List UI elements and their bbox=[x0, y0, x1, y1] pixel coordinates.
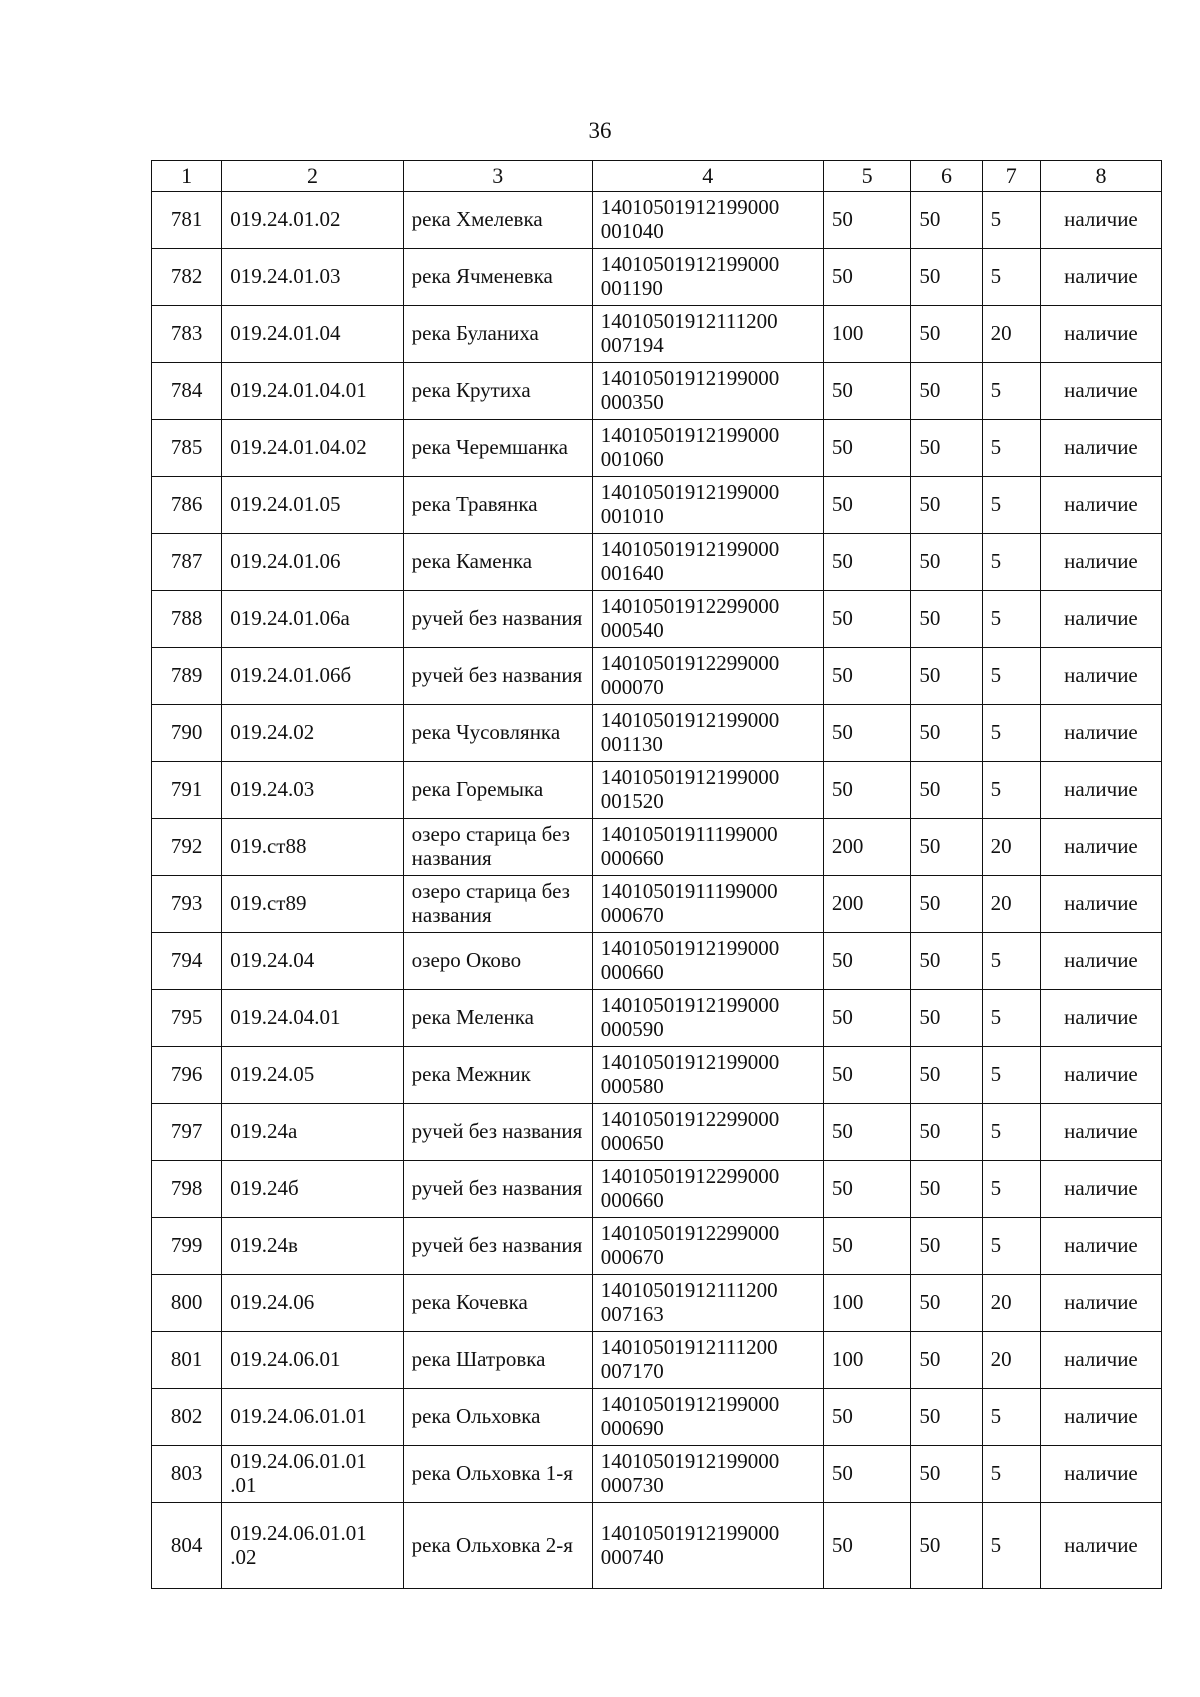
column-header: 7 bbox=[982, 161, 1040, 192]
table-row bbox=[152, 306, 1162, 363]
value-col6-cell: 50 bbox=[911, 1104, 982, 1161]
registry-code-line: 000670 bbox=[600, 903, 664, 927]
registry-code-line: 007163 bbox=[600, 1302, 664, 1326]
status-cell: наличие bbox=[1040, 1275, 1161, 1332]
row-number-cell: 802 bbox=[152, 1389, 222, 1446]
value-col6-cell: 50 bbox=[911, 306, 982, 363]
registry-code-line: 000580 bbox=[600, 1074, 664, 1098]
value-col7-cell: 5 bbox=[982, 1503, 1040, 1589]
value-col7-cell: 5 bbox=[982, 363, 1040, 420]
row-number-cell: 784 bbox=[152, 363, 222, 420]
row-number-cell: 786 bbox=[152, 477, 222, 534]
value-col7-cell: 5 bbox=[982, 420, 1040, 477]
status-cell: наличие bbox=[1040, 1332, 1161, 1389]
row-number-cell: 782 bbox=[152, 249, 222, 306]
registry-code-line: 14010501912199000 bbox=[600, 480, 780, 505]
registry-code-line: 14010501912199000 bbox=[600, 708, 780, 733]
object-code-cell: 019.24.01.05 bbox=[222, 477, 403, 534]
registry-code-cell bbox=[592, 1503, 823, 1589]
value-col6-cell: 50 bbox=[911, 705, 982, 762]
value-col6-cell: 50 bbox=[911, 762, 982, 819]
object-code-cell: 019.ст88 bbox=[222, 819, 403, 876]
object-name-cell: река Шатровка bbox=[403, 1332, 592, 1389]
object-name-cell: река Межник bbox=[403, 1047, 592, 1104]
row-number-cell: 800 bbox=[152, 1275, 222, 1332]
table-row bbox=[152, 1446, 1162, 1503]
object-code-cell: 019.24.04 bbox=[222, 933, 403, 990]
object-name-cell: река Ольховка 1-я bbox=[403, 1446, 592, 1503]
registry-code-line: 14010501912199000 bbox=[600, 366, 780, 391]
object-name-cell: ручей без названия bbox=[403, 1104, 592, 1161]
table-row bbox=[152, 705, 1162, 762]
row-number-cell: 789 bbox=[152, 648, 222, 705]
object-code-cell: 019.24.01.06 bbox=[222, 534, 403, 591]
row-number-cell: 792 bbox=[152, 819, 222, 876]
row-number-cell: 790 bbox=[152, 705, 222, 762]
status-cell: наличие bbox=[1040, 420, 1161, 477]
status-cell: наличие bbox=[1040, 477, 1161, 534]
registry-code-line: 14010501912199000 bbox=[600, 537, 780, 562]
value-col6-cell: 50 bbox=[911, 819, 982, 876]
registry-code-line: 14010501912299000 bbox=[600, 1107, 780, 1132]
page-number: 36 bbox=[588, 118, 612, 143]
object-name-cell: река Кочевка bbox=[403, 1275, 592, 1332]
object-code-cell: 019.24.04.01 bbox=[222, 990, 403, 1047]
table-row bbox=[152, 1389, 1162, 1446]
object-code-cell: 019.24в bbox=[222, 1218, 403, 1275]
object-name-cell: река Ольховка bbox=[403, 1389, 592, 1446]
value-col7-cell: 5 bbox=[982, 534, 1040, 591]
table-row bbox=[152, 1275, 1162, 1332]
value-col7-cell: 20 bbox=[982, 819, 1040, 876]
status-cell: наличие bbox=[1040, 192, 1161, 249]
table-row bbox=[152, 1332, 1162, 1389]
registry-code-line: 14010501912199000 bbox=[600, 1392, 780, 1417]
registry-code-line: 14010501912199000 bbox=[600, 252, 780, 277]
object-code-cell: 019.24.06.01.01 .01 bbox=[222, 1446, 403, 1503]
value-col5-cell: 50 bbox=[823, 249, 910, 306]
status-cell: наличие bbox=[1040, 876, 1161, 933]
table-row bbox=[152, 420, 1162, 477]
status-cell: наличие bbox=[1040, 1047, 1161, 1104]
table-row bbox=[152, 249, 1162, 306]
value-col6-cell: 50 bbox=[911, 1446, 982, 1503]
row-number-cell: 799 bbox=[152, 1218, 222, 1275]
value-col5-cell: 50 bbox=[823, 1218, 910, 1275]
registry-code-cell bbox=[592, 1389, 823, 1446]
object-name-cell: река Крутиха bbox=[403, 363, 592, 420]
registry-code-line: 001010 bbox=[600, 504, 664, 528]
value-col5-cell: 100 bbox=[823, 1275, 910, 1332]
registry-code-cell bbox=[592, 1275, 823, 1332]
row-number-cell: 783 bbox=[152, 306, 222, 363]
object-name-cell: ручей без названия bbox=[403, 591, 592, 648]
registry-code-cell bbox=[592, 249, 823, 306]
registry-code-line: 14010501912199000 bbox=[600, 1050, 780, 1075]
column-header-row bbox=[152, 161, 1162, 192]
row-number-cell: 797 bbox=[152, 1104, 222, 1161]
registry-code-cell bbox=[592, 933, 823, 990]
registry-code-cell bbox=[592, 1047, 823, 1104]
value-col6-cell: 50 bbox=[911, 990, 982, 1047]
row-number-cell: 788 bbox=[152, 591, 222, 648]
object-name-cell: ручей без названия bbox=[403, 1218, 592, 1275]
object-name-cell: озеро старица без названия bbox=[403, 819, 592, 876]
value-col6-cell: 50 bbox=[911, 249, 982, 306]
object-code-cell: 019.24.06.01.01 bbox=[222, 1389, 403, 1446]
value-col7-cell: 20 bbox=[982, 306, 1040, 363]
value-col7-cell: 5 bbox=[982, 192, 1040, 249]
value-col5-cell: 50 bbox=[823, 1389, 910, 1446]
value-col7-cell: 20 bbox=[982, 876, 1040, 933]
value-col5-cell: 50 bbox=[823, 1503, 910, 1589]
registry-code-cell bbox=[592, 477, 823, 534]
object-code-cell: 019.24.01.03 bbox=[222, 249, 403, 306]
value-col6-cell: 50 bbox=[911, 1275, 982, 1332]
registry-code-line: 14010501912199000 bbox=[600, 423, 780, 448]
registry-code-cell bbox=[592, 306, 823, 363]
registry-code-line: 001190 bbox=[600, 276, 663, 300]
value-col6-cell: 50 bbox=[911, 420, 982, 477]
object-name-cell: озеро старица без названия bbox=[403, 876, 592, 933]
table-row bbox=[152, 192, 1162, 249]
column-header: 3 bbox=[403, 161, 592, 192]
registry-code-line: 14010501912111200 bbox=[600, 1335, 778, 1360]
row-number-cell: 781 bbox=[152, 192, 222, 249]
row-number-cell: 804 bbox=[152, 1503, 222, 1589]
registry-code-cell bbox=[592, 534, 823, 591]
object-name-cell: река Буланиха bbox=[403, 306, 592, 363]
registry-code-cell bbox=[592, 591, 823, 648]
row-number-cell: 795 bbox=[152, 990, 222, 1047]
table-row bbox=[152, 1047, 1162, 1104]
table-row bbox=[152, 591, 1162, 648]
status-cell: наличие bbox=[1040, 1389, 1161, 1446]
object-code-cell: 019.24.06 bbox=[222, 1275, 403, 1332]
row-number-cell: 801 bbox=[152, 1332, 222, 1389]
value-col5-cell: 50 bbox=[823, 933, 910, 990]
value-col5-cell: 50 bbox=[823, 1104, 910, 1161]
table-row bbox=[152, 990, 1162, 1047]
object-code-cell: 019.24.01.04.02 bbox=[222, 420, 403, 477]
table-row bbox=[152, 1218, 1162, 1275]
object-code-cell: 019.24.02 bbox=[222, 705, 403, 762]
row-number-cell: 791 bbox=[152, 762, 222, 819]
object-name-cell: ручей без названия bbox=[403, 1161, 592, 1218]
value-col6-cell: 50 bbox=[911, 1332, 982, 1389]
value-col7-cell: 20 bbox=[982, 1332, 1040, 1389]
registry-code-line: 001520 bbox=[600, 789, 664, 813]
status-cell: наличие bbox=[1040, 306, 1161, 363]
registry-code-line: 001130 bbox=[600, 732, 663, 756]
value-col5-cell: 50 bbox=[823, 591, 910, 648]
value-col5-cell: 50 bbox=[823, 1161, 910, 1218]
water-objects-table bbox=[151, 160, 1162, 1589]
registry-code-line: 000070 bbox=[600, 675, 664, 699]
registry-code-line: 000740 bbox=[600, 1544, 664, 1569]
object-code-cell: 019.24.01.06а bbox=[222, 591, 403, 648]
status-cell: наличие bbox=[1040, 819, 1161, 876]
registry-code-line: 000690 bbox=[600, 1416, 664, 1440]
status-cell: наличие bbox=[1040, 1218, 1161, 1275]
object-code-cell: 019.ст89 bbox=[222, 876, 403, 933]
status-cell: наличие bbox=[1040, 990, 1161, 1047]
registry-code-line: 14010501912299000 bbox=[600, 1164, 780, 1189]
registry-code-cell bbox=[592, 420, 823, 477]
value-col7-cell: 5 bbox=[982, 705, 1040, 762]
value-col5-cell: 50 bbox=[823, 990, 910, 1047]
table-row bbox=[152, 876, 1162, 933]
column-header: 1 bbox=[152, 161, 222, 192]
registry-code-line: 000670 bbox=[600, 1245, 664, 1269]
table-row bbox=[152, 477, 1162, 534]
registry-code-line: 000660 bbox=[600, 1188, 664, 1212]
value-col6-cell: 50 bbox=[911, 591, 982, 648]
value-col6-cell: 50 bbox=[911, 1389, 982, 1446]
row-number-cell: 796 bbox=[152, 1047, 222, 1104]
registry-code-cell bbox=[592, 648, 823, 705]
object-code-cell: 019.24.06.01.01 .02 bbox=[222, 1503, 403, 1589]
registry-code-line: 14010501912199000 bbox=[600, 1520, 780, 1545]
value-col7-cell: 5 bbox=[982, 1218, 1040, 1275]
object-name-cell: ручей без названия bbox=[403, 648, 592, 705]
table-body bbox=[152, 192, 1162, 1589]
status-cell: наличие bbox=[1040, 933, 1161, 990]
value-col5-cell: 50 bbox=[823, 420, 910, 477]
object-name-cell: река Хмелевка bbox=[403, 192, 592, 249]
value-col6-cell: 50 bbox=[911, 534, 982, 591]
object-code-cell: 019.24.06.01 bbox=[222, 1332, 403, 1389]
status-cell: наличие bbox=[1040, 705, 1161, 762]
object-code-cell: 019.24.05 bbox=[222, 1047, 403, 1104]
value-col5-cell: 50 bbox=[823, 648, 910, 705]
object-code-cell: 019.24.01.06б bbox=[222, 648, 403, 705]
status-cell: наличие bbox=[1040, 1446, 1161, 1503]
table-row bbox=[152, 363, 1162, 420]
row-number-cell: 794 bbox=[152, 933, 222, 990]
registry-code-line: 000730 bbox=[600, 1473, 664, 1497]
table-row bbox=[152, 1503, 1162, 1589]
status-cell: наличие bbox=[1040, 1161, 1161, 1218]
value-col5-cell: 200 bbox=[823, 876, 910, 933]
value-col7-cell: 5 bbox=[982, 477, 1040, 534]
value-col6-cell: 50 bbox=[911, 1161, 982, 1218]
registry-code-cell bbox=[592, 762, 823, 819]
registry-code-line: 000660 bbox=[600, 960, 664, 984]
column-header: 6 bbox=[911, 161, 982, 192]
registry-code-cell bbox=[592, 876, 823, 933]
value-col7-cell: 5 bbox=[982, 1446, 1040, 1503]
row-number-cell: 785 bbox=[152, 420, 222, 477]
object-name-cell: река Черемшанка bbox=[403, 420, 592, 477]
registry-code-cell bbox=[592, 1332, 823, 1389]
registry-code-line: 14010501912111200 bbox=[600, 309, 778, 334]
value-col5-cell: 50 bbox=[823, 762, 910, 819]
value-col7-cell: 5 bbox=[982, 591, 1040, 648]
status-cell: наличие bbox=[1040, 1104, 1161, 1161]
table-row bbox=[152, 534, 1162, 591]
registry-code-line: 14010501911199000 bbox=[600, 822, 778, 847]
value-col5-cell: 50 bbox=[823, 477, 910, 534]
object-code-cell: 019.24.01.04 bbox=[222, 306, 403, 363]
object-name-cell: река Меленка bbox=[403, 990, 592, 1047]
value-col5-cell: 100 bbox=[823, 1332, 910, 1389]
registry-code-line: 14010501912299000 bbox=[600, 651, 780, 676]
value-col7-cell: 20 bbox=[982, 1275, 1040, 1332]
status-cell: наличие bbox=[1040, 591, 1161, 648]
value-col6-cell: 50 bbox=[911, 1503, 982, 1589]
registry-code-line: 14010501912199000 bbox=[600, 1449, 780, 1474]
value-col6-cell: 50 bbox=[911, 648, 982, 705]
table-row bbox=[152, 1161, 1162, 1218]
registry-code-cell bbox=[592, 1218, 823, 1275]
registry-code-line: 000660 bbox=[600, 846, 664, 870]
object-name-cell: река Каменка bbox=[403, 534, 592, 591]
status-cell: наличие bbox=[1040, 534, 1161, 591]
value-col6-cell: 50 bbox=[911, 933, 982, 990]
value-col7-cell: 5 bbox=[982, 933, 1040, 990]
registry-code-line: 14010501912199000 bbox=[600, 765, 780, 790]
registry-code-line: 007194 bbox=[600, 333, 664, 357]
column-header: 2 bbox=[222, 161, 403, 192]
value-col5-cell: 50 bbox=[823, 705, 910, 762]
value-col5-cell: 50 bbox=[823, 192, 910, 249]
registry-code-line: 14010501912299000 bbox=[600, 1221, 780, 1246]
value-col5-cell: 50 bbox=[823, 534, 910, 591]
registry-code-line: 000650 bbox=[600, 1131, 664, 1155]
value-col6-cell: 50 bbox=[911, 192, 982, 249]
column-header: 5 bbox=[823, 161, 910, 192]
value-col7-cell: 5 bbox=[982, 762, 1040, 819]
object-code-cell: 019.24а bbox=[222, 1104, 403, 1161]
registry-code-line: 007170 bbox=[600, 1359, 664, 1383]
value-col5-cell: 100 bbox=[823, 306, 910, 363]
object-code-cell: 019.24.03 bbox=[222, 762, 403, 819]
registry-code-line: 001640 bbox=[600, 561, 664, 585]
registry-code-cell bbox=[592, 1446, 823, 1503]
registry-code-cell bbox=[592, 990, 823, 1047]
row-number-cell: 798 bbox=[152, 1161, 222, 1218]
status-cell: наличие bbox=[1040, 1503, 1161, 1589]
registry-code-line: 14010501912299000 bbox=[600, 594, 780, 619]
column-header: 4 bbox=[592, 161, 823, 192]
value-col6-cell: 50 bbox=[911, 477, 982, 534]
table-row bbox=[152, 819, 1162, 876]
registry-code-line: 14010501912111200 bbox=[600, 1278, 778, 1303]
registry-code-line: 000540 bbox=[600, 618, 664, 642]
status-cell: наличие bbox=[1040, 363, 1161, 420]
value-col6-cell: 50 bbox=[911, 876, 982, 933]
object-code-cell: 019.24.01.02 bbox=[222, 192, 403, 249]
value-col5-cell: 50 bbox=[823, 1047, 910, 1104]
registry-code-line: 14010501911199000 bbox=[600, 879, 778, 904]
row-number-cell: 787 bbox=[152, 534, 222, 591]
value-col7-cell: 5 bbox=[982, 249, 1040, 306]
value-col7-cell: 5 bbox=[982, 990, 1040, 1047]
table-row bbox=[152, 648, 1162, 705]
value-col5-cell: 50 bbox=[823, 363, 910, 420]
value-col6-cell: 50 bbox=[911, 1047, 982, 1104]
object-name-cell: река Травянка bbox=[403, 477, 592, 534]
value-col7-cell: 5 bbox=[982, 648, 1040, 705]
registry-code-line: 000590 bbox=[600, 1017, 664, 1041]
object-name-cell: озеро Оково bbox=[403, 933, 592, 990]
value-col7-cell: 5 bbox=[982, 1104, 1040, 1161]
object-name-cell: река Ольховка 2-я bbox=[403, 1503, 592, 1589]
table-row bbox=[152, 1104, 1162, 1161]
registry-code-line: 000350 bbox=[600, 390, 664, 414]
value-col5-cell: 200 bbox=[823, 819, 910, 876]
object-name-cell: река Горемыка bbox=[403, 762, 592, 819]
registry-code-cell bbox=[592, 1161, 823, 1218]
value-col7-cell: 5 bbox=[982, 1047, 1040, 1104]
registry-code-line: 14010501912199000 bbox=[600, 936, 780, 961]
registry-code-cell bbox=[592, 363, 823, 420]
registry-code-cell bbox=[592, 1104, 823, 1161]
value-col7-cell: 5 bbox=[982, 1161, 1040, 1218]
value-col6-cell: 50 bbox=[911, 363, 982, 420]
registry-code-cell bbox=[592, 705, 823, 762]
status-cell: наличие bbox=[1040, 762, 1161, 819]
registry-code-line: 001040 bbox=[600, 219, 664, 243]
table-row bbox=[152, 933, 1162, 990]
value-col6-cell: 50 bbox=[911, 1218, 982, 1275]
row-number-cell: 793 bbox=[152, 876, 222, 933]
status-cell: наличие bbox=[1040, 648, 1161, 705]
object-name-cell: река Чусовлянка bbox=[403, 705, 592, 762]
column-header: 8 bbox=[1040, 161, 1161, 192]
object-code-cell: 019.24.01.04.01 bbox=[222, 363, 403, 420]
value-col5-cell: 50 bbox=[823, 1446, 910, 1503]
table-row bbox=[152, 762, 1162, 819]
registry-code-cell bbox=[592, 819, 823, 876]
status-cell: наличие bbox=[1040, 249, 1161, 306]
registry-code-line: 001060 bbox=[600, 447, 664, 471]
registry-code-line: 14010501912199000 bbox=[600, 195, 780, 220]
registry-code-cell bbox=[592, 192, 823, 249]
value-col7-cell: 5 bbox=[982, 1389, 1040, 1446]
row-number-cell: 803 bbox=[152, 1446, 222, 1503]
registry-code-line: 14010501912199000 bbox=[600, 993, 780, 1018]
object-name-cell: река Ячменевка bbox=[403, 249, 592, 306]
object-code-cell: 019.24б bbox=[222, 1161, 403, 1218]
